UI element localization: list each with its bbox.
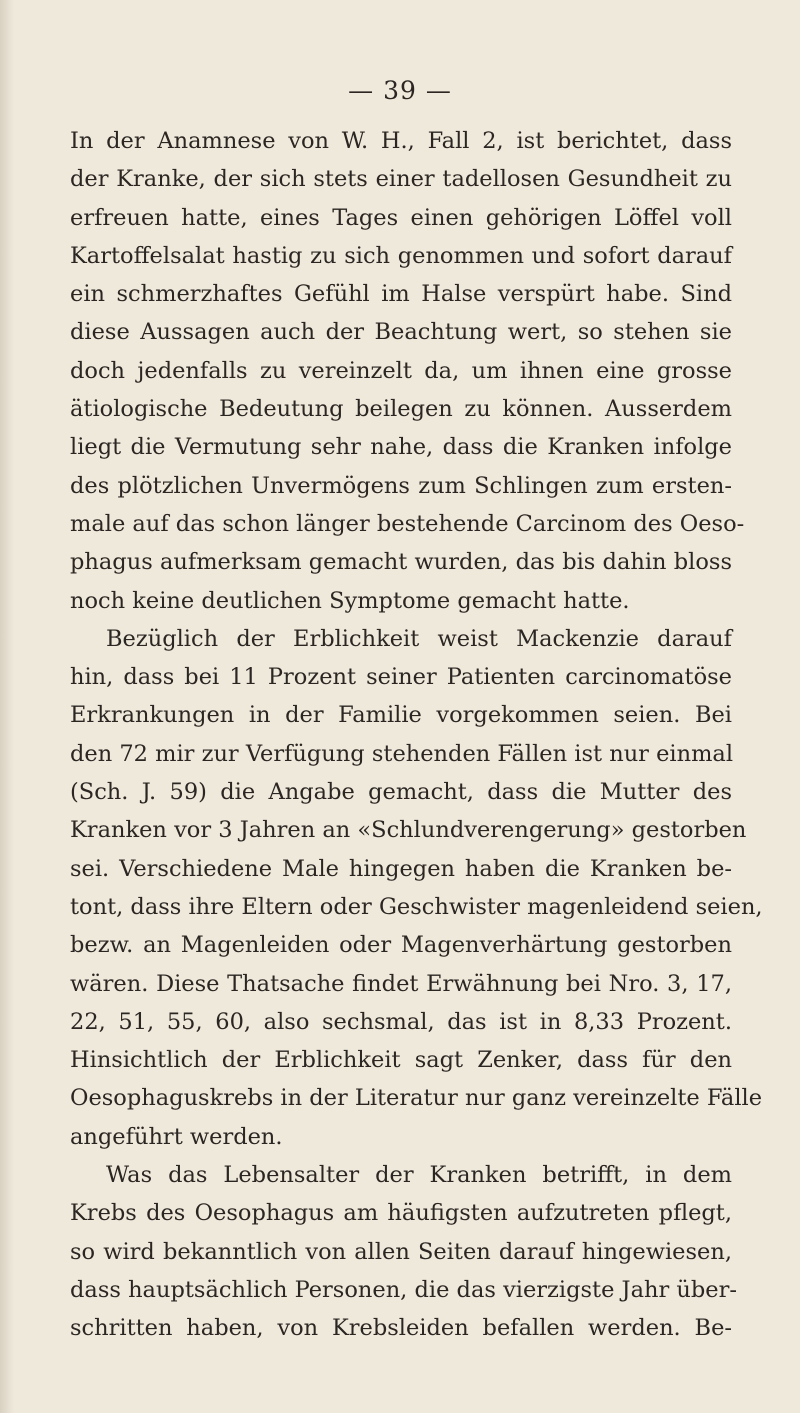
page-number: — 39 — bbox=[348, 76, 452, 105]
text-line: schritten haben, von Krebsleiden befallen werden. Be- bbox=[70, 1315, 732, 1342]
paragraph-lebensalter bbox=[70, 1156, 737, 1347]
text-line: Kranken vor 3 Jahren an «Schlundverengerung» gestorben bbox=[70, 817, 747, 844]
text-line: des plötzlichen Unvermögens zum Schlingen zum ersten- bbox=[70, 472, 732, 499]
text-line: tont, dass ihre Eltern oder Geschwister magenleidend seien, bbox=[70, 893, 763, 920]
text-line: liegt die Vermutung sehr nahe, dass die Kranken infolge bbox=[70, 434, 732, 461]
text-line: der Kranke, der sich stets einer tadellosen Gesundheit zu bbox=[70, 166, 732, 193]
text-line: hin, dass bei 11 Prozent seiner Patienten carcinomatöse bbox=[70, 664, 732, 691]
text-line: phagus aufmerksam gemacht wurden, das bis dahin bloss bbox=[70, 549, 732, 576]
text-line: so wird bekanntlich von allen Seiten darauf hingewiesen, bbox=[70, 1238, 732, 1265]
text-line: Krebs des Oesophagus am häufigsten aufzutreten pflegt, bbox=[70, 1200, 732, 1227]
text-line: Was das Lebensalter der Kranken betrifft, in dem bbox=[106, 1162, 732, 1189]
text-line: doch jedenfalls zu vereinzelt da, um ihnen eine grosse bbox=[70, 357, 732, 384]
text-line: Hinsichtlich der Erblichkeit sagt Zenker, dass für den bbox=[70, 1047, 732, 1074]
text-line: Bezüglich der Erblichkeit weist Mackenzie darauf bbox=[106, 625, 732, 652]
text-line: den 72 mir zur Verfügung stehenden Fällen ist nur einmal bbox=[70, 740, 734, 767]
text-line: angeführt werden. bbox=[70, 1123, 283, 1150]
text-line: 22, 51, 55, 60, also sechsmal, das ist in 8,33 Prozent. bbox=[70, 1008, 732, 1035]
text-line: In der Anamnese von W. H., Fall 2, ist berichtet, dass bbox=[70, 128, 732, 154]
body-text bbox=[70, 122, 763, 1348]
paragraph-anamnese bbox=[70, 122, 745, 620]
text-line: noch keine deutlichen Symptome gemacht hatte. bbox=[70, 587, 630, 614]
text-line: Kartoffelsalat hastig zu sich genommen und sofort darauf bbox=[70, 242, 732, 269]
text-line: sei. Verschiedene Male hingegen haben die Kranken be- bbox=[70, 855, 732, 882]
text-line: ätiologische Bedeutung beilegen zu können. Ausserdem bbox=[70, 396, 732, 423]
text-line: male auf das schon länger bestehende Carcinom des Oeso- bbox=[70, 510, 745, 537]
text-line: erfreuen hatte, eines Tages einen gehörigen Löffel voll bbox=[70, 204, 732, 231]
text-line: Oesophaguskrebs in der Literatur nur ganz vereinzelte Fälle bbox=[70, 1085, 763, 1112]
text-line: diese Aussagen auch der Beachtung wert, so stehen sie bbox=[70, 319, 732, 346]
text-line: wären. Diese Thatsache findet Erwähnung bei Nro. 3, 17, bbox=[70, 970, 732, 997]
text-line: ein schmerzhaftes Gefühl im Halse verspürt habe. Sind bbox=[70, 281, 732, 308]
text-line: (Sch. J. 59) die Angabe gemacht, dass die Mutter des bbox=[70, 779, 732, 806]
text-line: bezw. an Magenleiden oder Magenverhärtung gestorben bbox=[70, 932, 732, 959]
binding-shadow bbox=[0, 0, 14, 1413]
text-line: Erkrankungen in der Familie vorgekommen seien. Bei bbox=[70, 702, 732, 729]
paragraph-erblichkeit bbox=[70, 620, 763, 1156]
text-line: dass hauptsächlich Personen, die das vierzigste Jahr über- bbox=[70, 1276, 737, 1303]
